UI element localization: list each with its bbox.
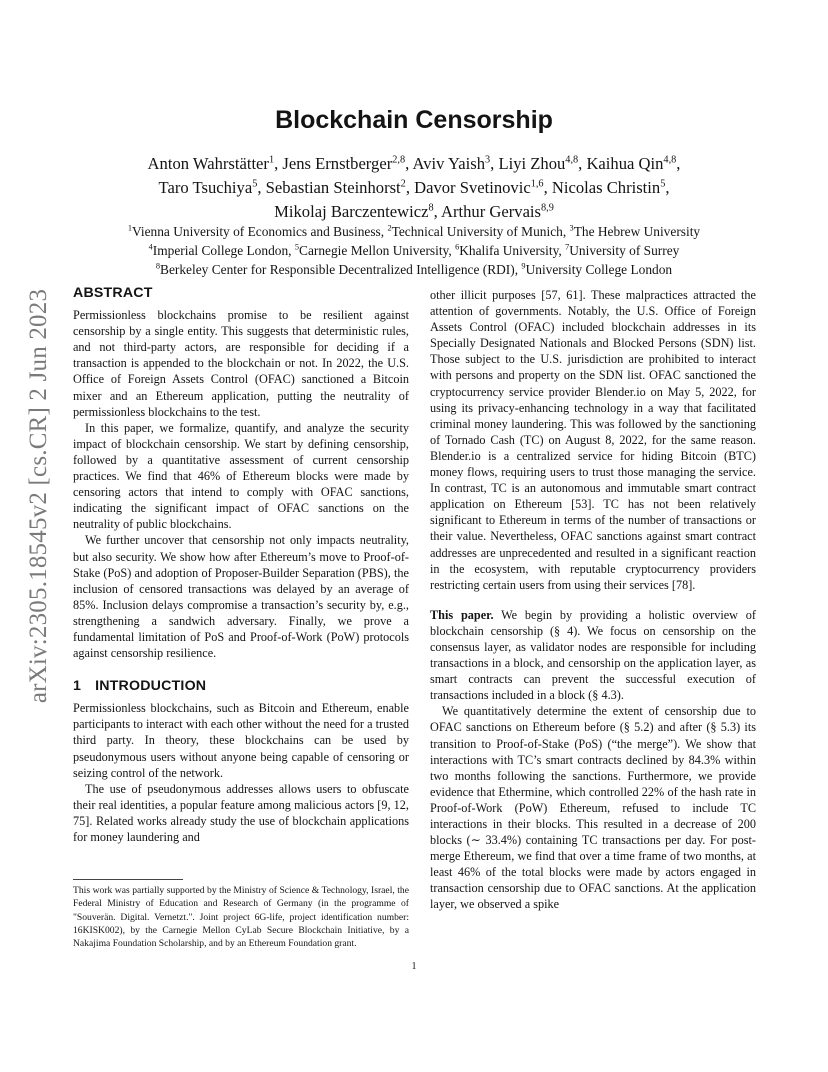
arxiv-identifier (12, 288, 66, 704)
this-paper-label: This paper. (430, 607, 494, 622)
abstract-paragraph: In this paper, we formalize, quantify, and analyze the security impact of blockchain censorship. We start by defining censorship, followed by a quantitative assessment of current censorship practices. We find that 46% of Ethereum blocks were made by censoring actors that intend to comply with OFAC sanctions, indicating the significant impact of OFAC sanctions on the neutrality of public blockchains. (73, 420, 409, 532)
arxiv-identifier-text: arXiv:2305.18545v2 [cs.CR] 2 Jun 2023 (25, 288, 52, 704)
intro-paragraph: The use of pseudonymous addresses allows users to obfuscate their real identities, a popular feature among malicious actors [9, 12, 75]. Related works already study the use of blockchain applications for money laundering and (73, 781, 409, 844)
contribution-paragraph: We quantitatively determine the extent of censorship due to OFAC sanctions on Ethereum before (§ 5.2) and after (§ 5.3) its transition to Proof-of-Stake (PoS) (“the merge”). We show that interactions with TC’s smart contracts declined by 84.3% within two months following the sanctions. Furthermore, we provide evidence that Ethermine, which controlled 22% of the hash rate in Proof-of-Work (PoW) Ethereum, refused to include TC interactions in their blocks. This resulted in a decrease of 200 blocks (∼ 33.4%) containing TC transactions per day. For post-merge Ethereum, we find that over a time frame of two months, at least 46% of the total blocks were made by actors engaged in transaction censorship due to OFAC sanctions. At the application layer, we observed a spike (430, 704, 756, 912)
introduction-heading (73, 678, 409, 694)
left-column (73, 285, 409, 845)
footnote-rule (73, 879, 183, 880)
section-number: 1 (73, 678, 82, 695)
intro-paragraph: Permissionless blockchains, such as Bitcoin and Ethereum, enable participants to interact with each other without the need for a trusted third party. In theory, these blockchains can be used by pseudonymous users without anyone being capable of censoring or seizing control of the network. (73, 701, 409, 780)
author-list: Anton Wahrstätter$^1$, Jens Ernstberger$^{2,8}$, Aviv Yaish$^3$, Liyi Zhou$^{4,8}$, Kaihua Qin$^{4,8}$, Taro Tsuchiya$^5$, Sebastian Steinhorst$^2$, Davor Svetinovic$^{1,6}$, Nicolas Christin$^5$, Mikolaj Barczentewicz$^8$, Arthur Gervais$^{8,9}$ (147, 154, 681, 221)
paper-title: Blockchain Censorship (275, 106, 553, 134)
right-column (430, 287, 756, 913)
this-paper-paragraph (430, 607, 756, 704)
abstract-paragraph: Permissionless blockchains promise to be resilient against censorship by a single entity. This suggests that deterministic rules, and not third-party actors, are responsible for deciding if a transaction is appended to the blockchain or not. In 2022, the U.S. Office of Foreign Assets Control (OFAC) sanctioned a Bitcoin mixer and an Ethereum application, putting the neutrality of permissionless blockchains to the test. (73, 308, 409, 419)
this-paper-text: We begin by providing a holistic overview of blockchain censorship (§ 4). We focus on censorship on the consensus layer, as validator nodes are responsible for including transactions in a block, and censorship on the application layer, as smart contracts can prevent the successful execution of transactions included in a block (§ 4.3). (430, 607, 757, 703)
affiliation-list: $^1$Vienna University of Economics and Business, $^2$Technical University of Munich, $^3$The Hebrew University $^4$Imperial College London, $^5$Carnegie Mellon University, $^6$Khalifa University, $^7$University of Surrey $^8$Berkeley Center for Responsible Decentralized Intelligence (RDI), $^9$University College London (127, 223, 701, 277)
intro-continuation: other illicit purposes [57, 61]. These malpractices attracted the attention of governments. Notably, the U.S. Office of Foreign Assets Control (OFAC) included blockchain addresses in its Specially Designated Nationals and Blocked Persons (SDN) list. Those subject to the U.S. jurisdiction are prohibited to interact with persons and property on the SDN list. OFAC sanctioned the cryptocurrency service provider Blender.io on May 5, 2022, for using its privacy-enhancing technology in a way that facilitated criminal money laundering. This was followed by the sanctioning of Tornado Cash (TC) on August 8, 2022, for the same reason. Blender.io is a centralized service for hiding Bitcoin (BTC) money flows, requiring users to trust those managing the service. In contrast, TC is an autonomous and immutable smart contract application on Ethereum [53]. TC has not been relatively significant to Ethereum in terms of the number of transactions or their value. Nevertheless, OFAC sanctions against smart contract addresses are unprecedented and resulted in a significant reaction in the ecosystem, with reputable cryptocurrency providers restricting certain users from using their services [78]. (430, 288, 756, 592)
abstract-paragraph: We further uncover that censorship not only impacts neutrality, but also security. We show how after Ethereum’s move to Proof-of-Stake (PoS) and adoption of Proposer-Builder Separation (PBS), the inclusion of censored transactions was delayed by an average of 85%. Inclusion delays compromise a transaction’s security by, e.g., strengthening a sandwich adversary. Finally, we prove a fundamental limitation of PoS and Proof-of-Work (PoW) protocols against censorship resilience. (73, 533, 409, 661)
abstract-heading: ABSTRACT (73, 285, 153, 301)
page-number: 1 (411, 961, 417, 972)
footnote: This work was partially supported by the Ministry of Science & Technology, Israel, the Federal Ministry of Education and Research of Germany (in the programme of "Souverän. Digital. Vernetzt.". Joint project 6G-life, project identification number: 16KISK002), by the Carnegie Mellon CyLab Secure Blockchain Initiative, by a Nakajima Foundation Scholarship, and by an Ethereum Foundation grant. (73, 885, 409, 950)
section-title: INTRODUCTION (95, 678, 207, 695)
